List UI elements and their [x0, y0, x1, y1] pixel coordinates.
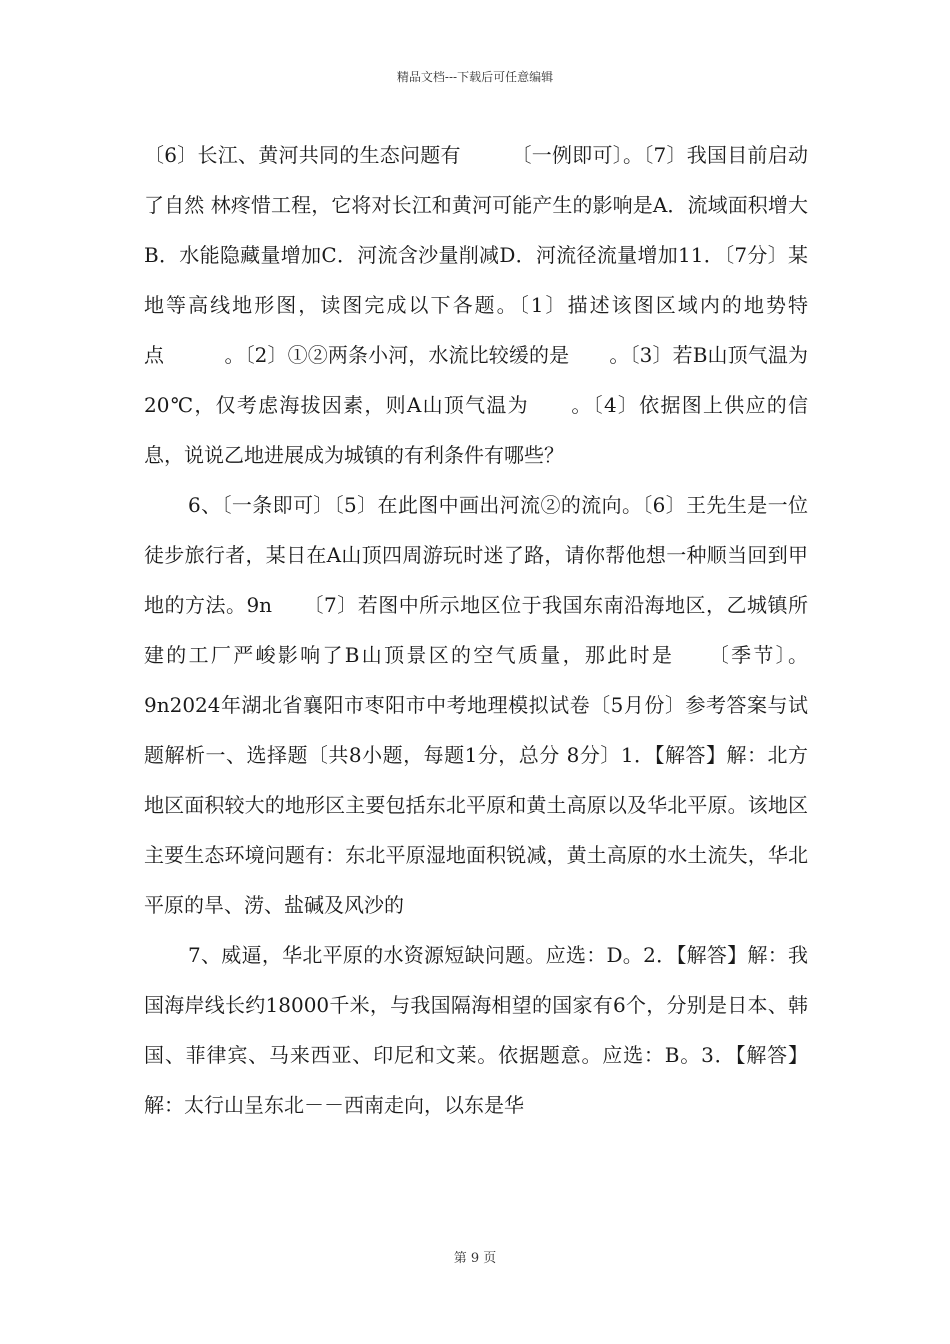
- page-number: 第 9 页: [453, 1251, 497, 1266]
- document-body: [144, 130, 808, 1130]
- paragraph-1: 〔6〕长江、黄河共同的生态问题有 〔一例即可〕。〔7〕我国目前启动了自然 林疼惜工程，它将对长江和黄河可能产生的影响是A．流域面积增大B．水能隐藏量增加C．河流含沙量削减D．河流径流量增加11．〔7分〕某地等高线地形图，读图完成以下各题。〔1〕描述该图区域内的地势特点 。〔2〕①②两条小河，水流比较缓的是 。〔3〕若B山顶气温为20℃，仅考虑海拔因素，则A山顶气温为 。〔4〕依据图上供应的信息，说说乙地进展成为城镇的有利条件有哪些？: [144, 143, 808, 467]
- page-header: 精品文档---下载后可任意编辑: [396, 70, 554, 84]
- paragraph-3: 7、威逼，华北平原的水资源短缺问题。应选：D。2．【解答】解：我国海岸线长约18000千米，与我国隔海相望的国家有6个，分别是日本、韩国、菲律宾、马来西亚、印尼和文莱。依据题意。应选：B。3．【解答】解：太行山呈东北－－西南走向，以东是华: [144, 943, 808, 1117]
- paragraph-2: 6、〔一条即可〕〔5〕在此图中画出河流②的流向。〔6〕王先生是一位徒步旅行者，某日在A山顶四周游玩时迷了路，请你帮他想一种顺当回到甲地的方法。9n 〔7〕若图中所示地区位于我国东南沿海地区，乙城镇所建的工厂严峻影响了B山顶景区的空气质量，那此时是 〔季节〕。9n2024年湖北省襄阳市枣阳市中考地理模拟试卷〔5月份〕参考答案与试题解析一、选择题〔共8小题，每题1分，总分 8分〕1．【解答】解：北方地区面积较大的地形区主要包括东北平原和黄土高原以及华北平原。该地区主要生态环境问题有：东北平原湿地面积锐减，黄土高原的水土流失，华北平原的旱、涝、盐碱及风沙的: [144, 493, 808, 917]
